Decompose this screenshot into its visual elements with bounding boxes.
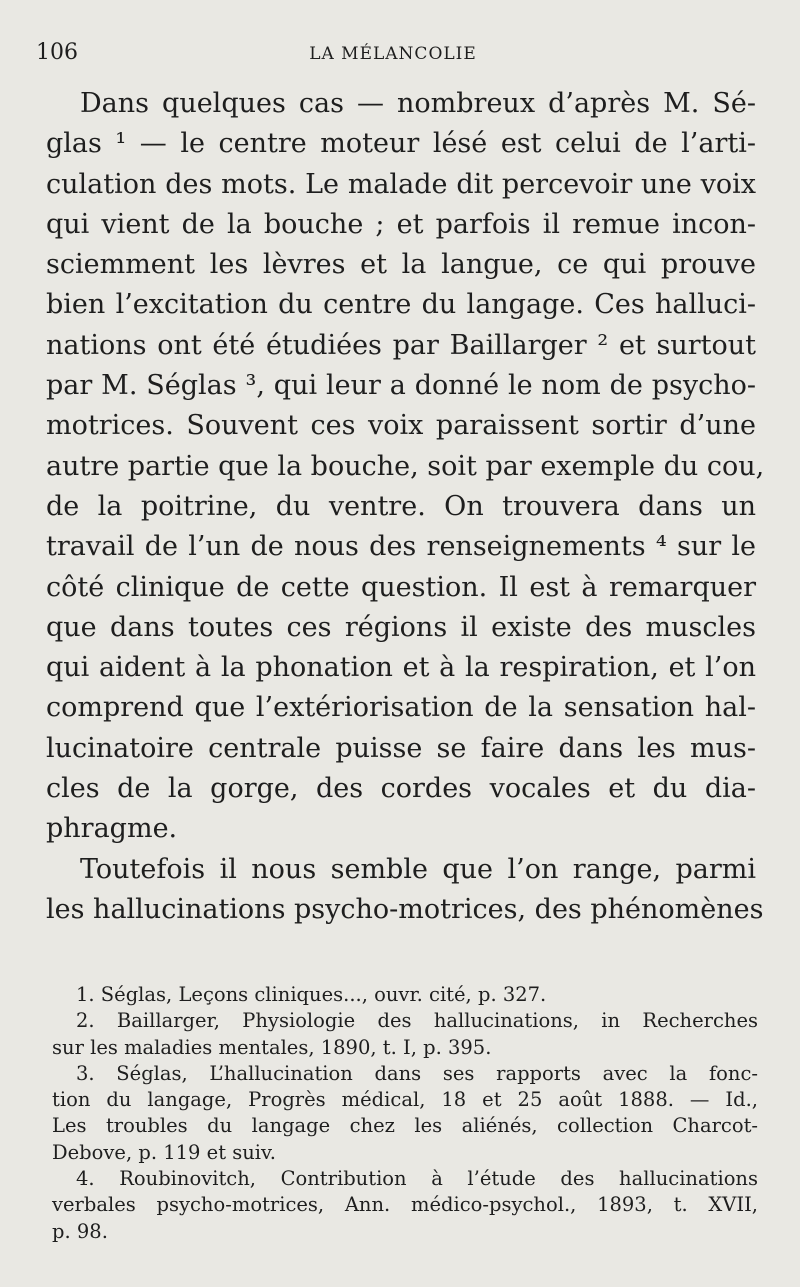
footnote-line: p. 98. — [52, 1219, 108, 1243]
text-line: par M. Séglas ³, qui leur a donné le nom de psycho- — [46, 370, 756, 402]
text-line: cles de la gorge, des cordes vocales et du dia- — [46, 773, 756, 805]
footnote-line: 3. Séglas, L’hallucination dans ses rapports avec la fonc- — [76, 1061, 758, 1085]
footnote-line: Debove, p. 119 et suiv. — [52, 1140, 276, 1164]
footnote-line: tion du langage, Progrès médical, 18 et 25 août 1888. — Id., — [52, 1088, 758, 1112]
text-line: nations ont été étudiées par Baillarger ² et surtout — [46, 329, 756, 361]
footnote-line: Les troubles du langage chez les aliénés, collection Charcot- — [52, 1114, 758, 1138]
text-line: Toutefois il nous semble que l’on range, parmi — [80, 853, 756, 885]
footnote-line: verbales psycho-motrices, Ann. médico-psychol., 1893, t. XVII, — [52, 1193, 758, 1217]
text-line: Dans quelques cas — nombreux d’après M. Sé- — [80, 88, 756, 119]
footnote-line: 2. Baillarger, Physiologie des hallucinations, in Recherches — [76, 1009, 758, 1033]
text-line: qui aident à la phonation et à la respiration, et l’on — [46, 652, 756, 684]
footnote-line: 1. Séglas, Leçons cliniques..., ouvr. cité, p. 327. — [76, 983, 547, 1006]
footnote-line: 4. Roubinovitch, Contribution à l’étude des hallucinations — [76, 1167, 758, 1191]
text-line: glas ¹ — le centre moteur lésé est celui de l’arti- — [46, 128, 756, 160]
text-line: de la poitrine, du ventre. On trouvera dans un — [46, 490, 756, 522]
footnotes — [52, 982, 758, 1245]
running-title: LA MÉLANCOLIE — [309, 44, 477, 64]
page-number: 106 — [36, 40, 78, 65]
text-line: comprend que l’extériorisation de la sensation hal- — [46, 692, 756, 724]
text-line: culation des mots. Le malade dit percevoir une voix — [46, 168, 756, 200]
text-line: côté clinique de cette question. Il est à remarquer — [46, 571, 756, 603]
text-line: bien l’excitation du centre du langage. Ces halluci- — [46, 289, 756, 321]
body-text — [46, 84, 765, 930]
text-line: sciemment les lèvres et la langue, ce qui prouve — [46, 249, 756, 281]
footnote-line: sur les maladies mentales, 1890, t. I, p. 395. — [52, 1035, 492, 1059]
text-line: phragme. — [46, 813, 178, 845]
page-header — [36, 40, 750, 74]
text-line: travail de l’un de nous des renseignements ⁴ sur le — [46, 531, 756, 563]
text-line: qui vient de la bouche ; et parfois il remue incon- — [46, 208, 756, 240]
text-line: autre partie que la bouche, soit par exemple du cou, — [46, 450, 765, 482]
text-line: que dans toutes ces régions il existe des muscles — [46, 611, 756, 643]
text-line: motrices. Souvent ces voix paraissent sortir d’une — [46, 410, 756, 442]
text-line: lucinatoire centrale puisse se faire dans les mus- — [46, 732, 756, 764]
text-line: les hallucinations psycho-motrices, des phénomènes — [46, 893, 764, 925]
